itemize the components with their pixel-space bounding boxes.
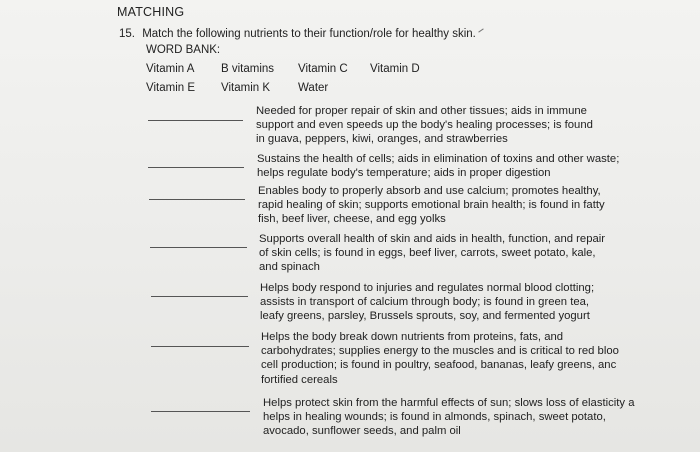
- word-bank-option: Vitamin E: [146, 82, 196, 94]
- item-description-7: [263, 396, 635, 439]
- description-line: of skin cells; is found in eggs, beef liver, carrots, sweet potato, kale,: [259, 247, 596, 260]
- description-line: and spinach: [259, 261, 320, 274]
- word-bank-option: Vitamin K: [221, 82, 271, 94]
- item-description-3: [258, 184, 605, 227]
- description-line: Helps the body break down nutrients from proteins, fats, and: [261, 331, 564, 343]
- description-line: fish, beef liver, cheese, and egg yolks: [258, 213, 446, 226]
- question-number: 15.: [119, 28, 135, 40]
- item-description-5: [260, 281, 594, 324]
- description-line: in guava, peppers, kiwi, oranges, and strawberries: [256, 133, 508, 146]
- item-description-1: [256, 104, 593, 147]
- word-bank-option: Vitamin D: [370, 63, 420, 75]
- description-line: fortified cereals: [261, 373, 338, 386]
- description-line: support and even speeds up the body's healing processes; is found: [256, 119, 593, 132]
- answer-blank-5[interactable]: [151, 296, 248, 297]
- description-line: avocado, sunflower seeds, and palm oil: [263, 425, 461, 438]
- description-line: leafy greens, parsley, Brussels sprouts, soy, and fermented yogurt: [260, 310, 590, 323]
- item-description-4: [259, 232, 605, 275]
- description-line: cell production; is found in poultry, seafood, bananas, leafy greens, anc: [261, 359, 617, 372]
- answer-blank-7[interactable]: [151, 411, 250, 412]
- item-description-2: [257, 152, 619, 180]
- question-prompt: Match the following nutrients to their function/role for healthy skin.: [142, 28, 476, 40]
- description-line: assists in transport of calcium through body; is found in green tea,: [260, 296, 590, 309]
- description-line: carbohydrates; supplies energy to the muscles and is critical to red bloo: [261, 345, 619, 358]
- stray-pen-mark: [478, 28, 483, 32]
- item-description-6: [261, 330, 619, 387]
- answer-blank-4[interactable]: [150, 247, 247, 248]
- description-line: Helps protect skin from the harmful effects of sun; slows loss of elasticity a: [263, 397, 635, 409]
- question-15: [119, 28, 476, 40]
- description-line: Sustains the health of cells; aids in elimination of toxins and other waste;: [257, 153, 620, 165]
- description-line: Helps body respond to injuries and regulates normal blood clotting;: [260, 282, 595, 294]
- word-bank-title: WORD BANK:: [146, 44, 221, 56]
- answer-blank-2[interactable]: [148, 167, 244, 168]
- description-line: Supports overall health of skin and aids in health, function, and repair: [259, 233, 606, 245]
- description-line: Needed for proper repair of skin and other tissues; aids in immune: [256, 105, 587, 117]
- description-line: helps in healing wounds; is found in almonds, spinach, sweet potato,: [263, 411, 606, 424]
- word-bank-option: Water: [298, 82, 329, 94]
- description-line: rapid healing of skin; supports emotional brain health; is found in fatty: [258, 199, 605, 212]
- answer-blank-1[interactable]: [148, 120, 243, 121]
- description-line: Enables body to properly absorb and use calcium; promotes healthy,: [258, 185, 601, 197]
- answer-blank-6[interactable]: [151, 346, 249, 347]
- word-bank-option: Vitamin C: [298, 63, 348, 75]
- description-line: helps regulate body's temperature; aids in proper digestion: [257, 167, 551, 180]
- word-bank-option: B vitamins: [221, 63, 275, 75]
- word-bank-option: Vitamin A: [146, 63, 195, 75]
- answer-blank-3[interactable]: [149, 199, 245, 200]
- section-title: MATCHING: [117, 5, 185, 19]
